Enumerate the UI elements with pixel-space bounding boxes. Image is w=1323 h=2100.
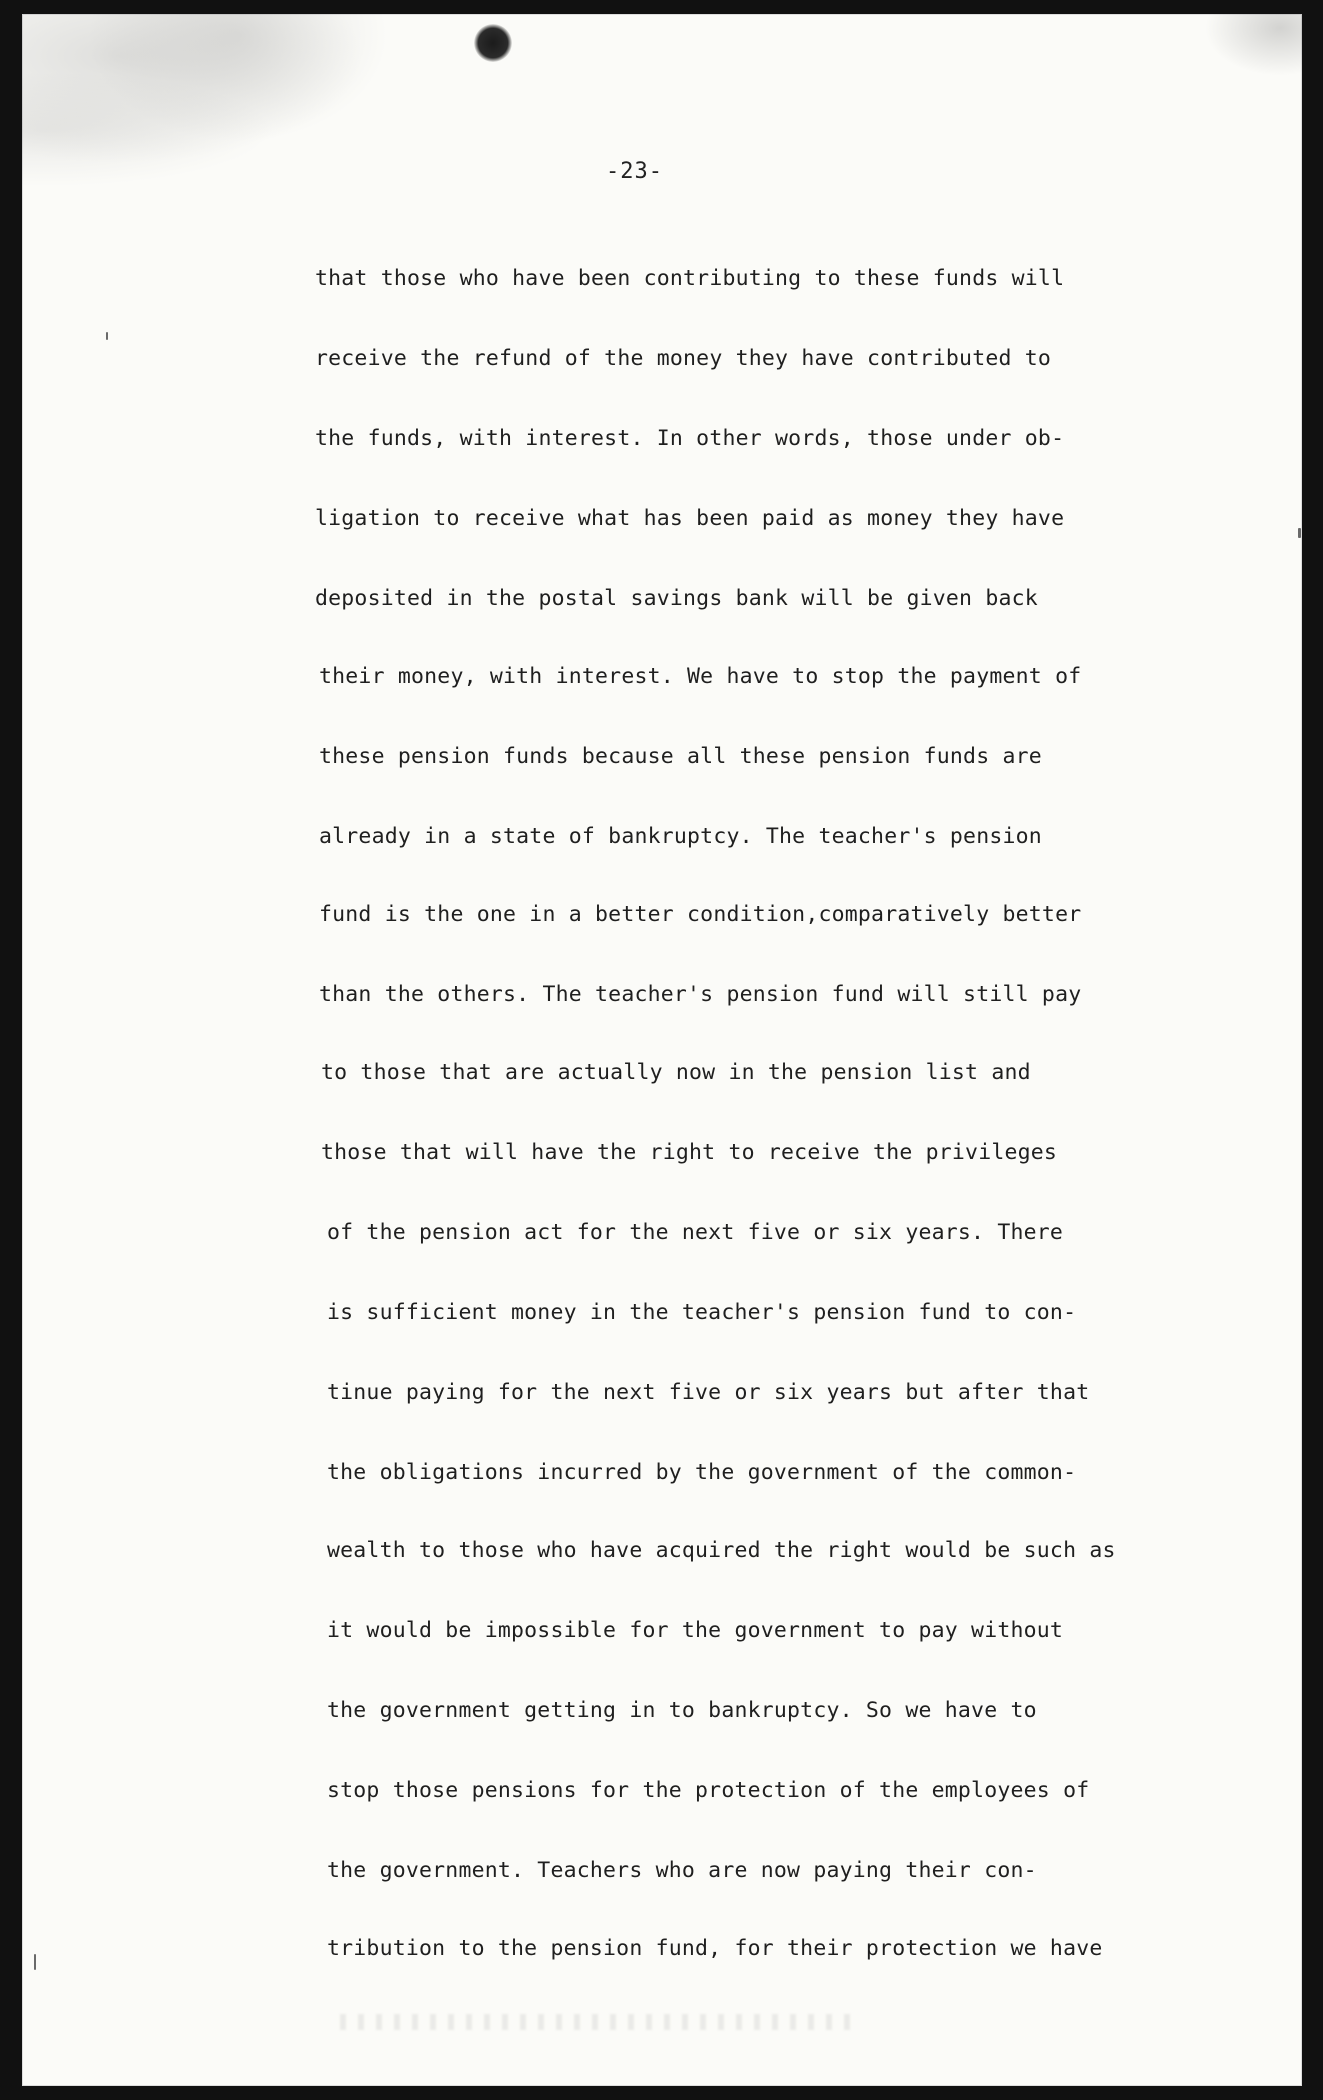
text-line: their money, with interest. We have to stop the payment of xyxy=(319,664,1082,689)
text-line: already in a state of bankruptcy. The teacher's pension xyxy=(319,824,1042,849)
text-line: deposited in the postal savings bank will be given back xyxy=(315,586,1038,611)
text-line: the funds, with interest. In other words, those under ob- xyxy=(315,426,1065,451)
text-line: the government getting in to bankruptcy. So we have to xyxy=(327,1698,1037,1723)
text-line: these pension funds because all these pension funds are xyxy=(319,744,1042,769)
text-line: that those who have been contributing to these funds will xyxy=(315,266,1065,291)
text-line: wealth to those who have acquired the right would be such as xyxy=(327,1538,1116,1563)
text-line: tribution to the pension fund, for their protection we have xyxy=(327,1936,1103,1961)
text-line: than the others. The teacher's pension fund will still pay xyxy=(319,982,1082,1007)
page-number: -23- xyxy=(606,159,663,184)
text-line: tinue paying for the next five or six years but after that xyxy=(327,1380,1090,1405)
margin-mark xyxy=(34,1954,36,1970)
text-line: those that will have the right to receive the privileges xyxy=(321,1140,1058,1165)
text-line: is sufficient money in the teacher's pension fund to con- xyxy=(327,1300,1077,1325)
text-line: the obligations incurred by the government of the common- xyxy=(327,1460,1077,1485)
text-line: the government. Teachers who are now paying their con- xyxy=(327,1858,1037,1883)
text-line: it would be impossible for the government to pay without xyxy=(327,1618,1064,1643)
text-line: receive the refund of the money they have contributed to xyxy=(315,346,1052,371)
bottom-smudge xyxy=(340,2014,860,2030)
margin-mark xyxy=(106,332,108,340)
margin-mark xyxy=(1298,528,1301,538)
text-line: ligation to receive what has been paid as money they have xyxy=(315,506,1065,531)
text-line: fund is the one in a better condition,comparatively better xyxy=(319,902,1082,927)
text-line: of the pension act for the next five or six years. There xyxy=(327,1220,1064,1245)
text-line: to those that are actually now in the pension list and xyxy=(321,1060,1031,1085)
text-line: stop those pensions for the protection of the employees of xyxy=(327,1778,1090,1803)
body-text xyxy=(22,14,1302,2086)
document-page xyxy=(22,14,1302,2086)
